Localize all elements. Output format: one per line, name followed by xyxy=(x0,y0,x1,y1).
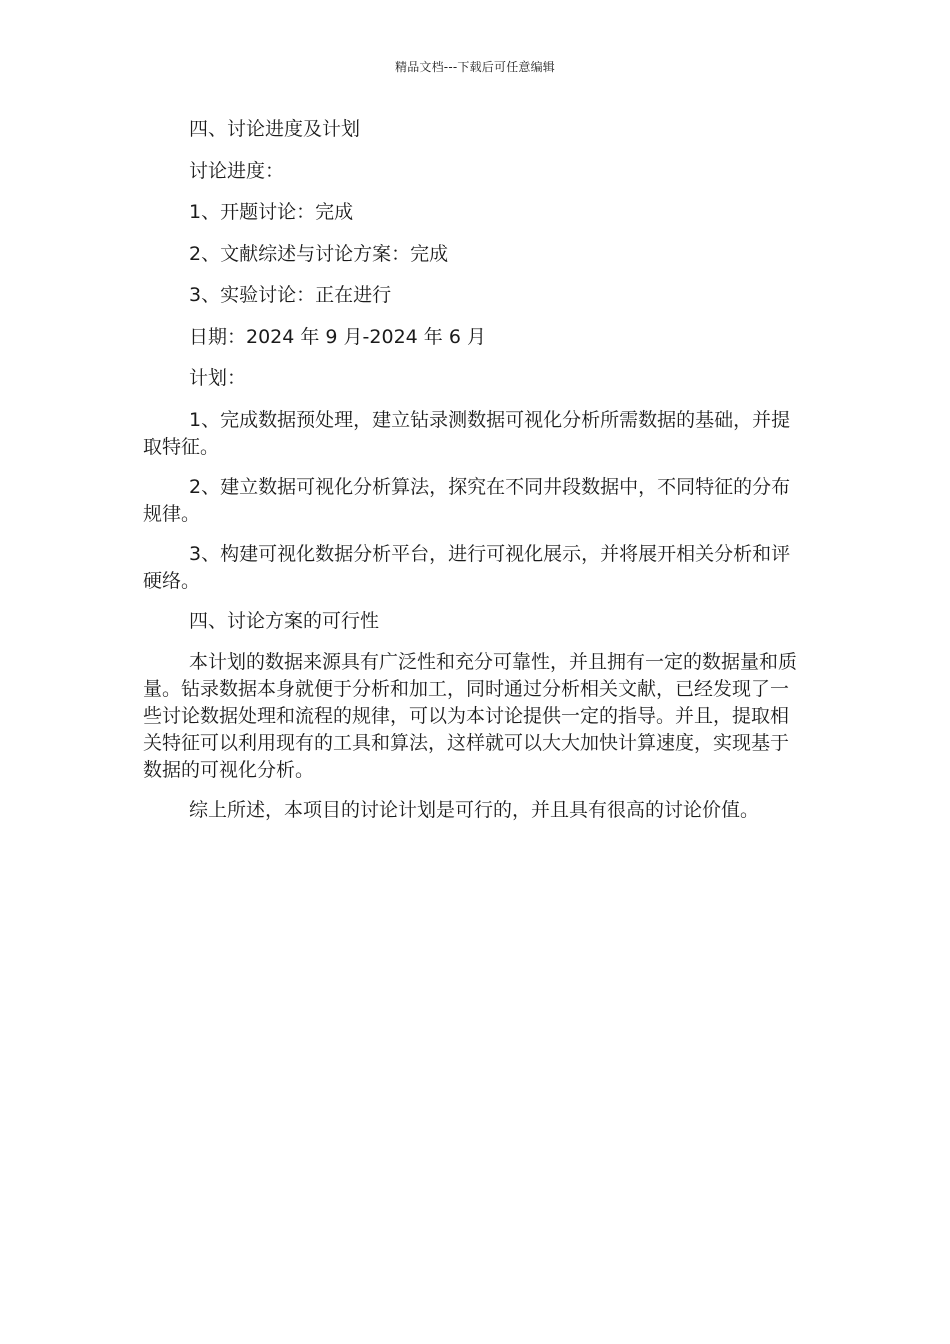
conclusion-paragraph: 综上所述，本项目的讨论计划是可行的，并且具有很高的讨论价值。 xyxy=(189,799,760,821)
section-heading-progress: 四、讨论进度及计划 xyxy=(189,118,361,140)
progress-item-2: 2、文献综述与讨论方案：完成 xyxy=(189,242,449,265)
section-heading-feasibility: 四、讨论方案的可行性 xyxy=(189,609,380,632)
progress-item-1: 1、开题讨论：完成 xyxy=(189,201,354,223)
document-body xyxy=(143,116,807,839)
plan-item-1: 1、完成数据预处理，建立钻录测数据可视化分析所需数据的基础，并提取特征。 xyxy=(143,408,791,458)
page-header: 精品文档---下载后可任意编辑 xyxy=(395,60,555,74)
progress-label: 讨论进度： xyxy=(189,159,285,182)
feasibility-paragraph: 本计划的数据来源具有广泛性和充分可靠性，并且拥有一定的数据量和质量。钻录数据本身就便于分析和加工，同时通过分析相关文献，已经发现了一些讨论数据处理和流程的规律，可以为本讨论提供一定的指导。并且，提取相关特征可以利用现有的工具和算法，这样就可以大大加快计算速度，实现基于数据的可视化分析。 xyxy=(143,651,798,781)
plan-item-2: 2、建立数据可视化分析算法，探究在不同井段数据中，不同特征的分布规律。 xyxy=(143,475,791,525)
date-line: 日期：2024 年 9 月-2024 年 6 月 xyxy=(189,325,486,348)
progress-item-3: 3、实验讨论：正在进行 xyxy=(189,284,392,306)
plan-label: 计划： xyxy=(189,367,247,389)
plan-item-3: 3、构建可视化数据分析平台，进行可视化展示，并将展开相关分析和评硬络。 xyxy=(143,542,791,592)
